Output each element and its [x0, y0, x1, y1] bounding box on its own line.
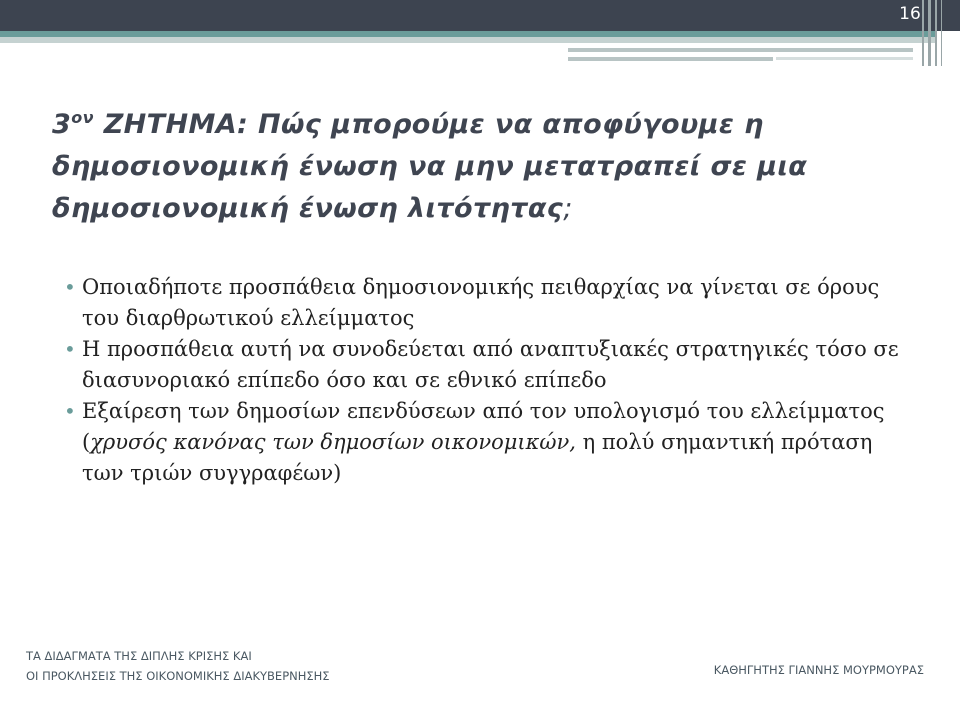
- bullet-list: [64, 272, 904, 489]
- header-stripe-grey: [0, 37, 935, 43]
- slide-title: [52, 104, 932, 230]
- footer-presentation-title: [26, 646, 496, 686]
- bullet-text-before: Εξαίρεση των δημοσίων επενδύσεων από τον υπολογισμό του ελλείμματος (: [82, 399, 885, 454]
- bullet-icon: •: [64, 337, 76, 361]
- decorative-stripe: [568, 48, 913, 52]
- bullet-text: Οποιαδήποτε προσπάθεια δημοσιονομικής πειθαρχίας να γίνεται σε όρους του διαρθρωτικού ελλείμματος: [82, 275, 880, 330]
- bullet-item: [64, 396, 904, 489]
- footer-line-2: ΟΙ ΠΡΟΚΛΗΣΕΙΣ ΤΗΣ ΟΙΚΟΝΟΜΙΚΗΣ ΔΙΑΚΥΒΕΡΝΗΣΗΣ: [26, 669, 330, 683]
- title-question-mark: ;: [563, 193, 573, 224]
- footer-author: ΚΑΘΗΓΗΤΗΣ ΓΙΑΝΝΗΣ ΜΟΥΡΜΟΥΡΑΣ: [713, 663, 924, 677]
- decorative-stripe: [568, 57, 773, 61]
- bullet-text: [82, 399, 885, 485]
- decorative-stripe: [776, 57, 913, 60]
- bullet-icon: •: [64, 399, 76, 423]
- title-superscript: ον: [71, 108, 94, 127]
- page-number: 16: [899, 4, 921, 24]
- title-number: 3: [52, 109, 72, 140]
- bullet-text: Η προσπάθεια αυτή να συνοδεύεται από αναπτυξιακές στρατηγικές τόσο σε διασυνοριακό επίπεδο όσο και σε εθνικό επίπεδο: [82, 337, 899, 392]
- title-text: ΖΗΤΗΜΑ: Πώς μπορούμε να αποφύγουμε η δημοσιονομική ένωση να μην μετατραπεί σε μια δημοσιονομική ένωση λιτότητας: [52, 109, 808, 224]
- bullet-item: [64, 272, 904, 334]
- bullet-text-after: η πολύ σημαντική πρόταση των τριών συγγραφέων): [82, 430, 873, 485]
- bullet-icon: •: [64, 275, 76, 299]
- bullet-item: [64, 334, 904, 396]
- header-bar: [0, 0, 960, 31]
- footer-line-1: ΤΑ ΔΙΔΑΓΜΑΤΑ ΤΗΣ ΔΙΠΛΗΣ ΚΡΙΣΗΣ ΚΑΙ: [26, 649, 252, 663]
- bullet-text-italic: χρυσός κανόνας των δημοσίων οικονομικών,: [90, 430, 576, 454]
